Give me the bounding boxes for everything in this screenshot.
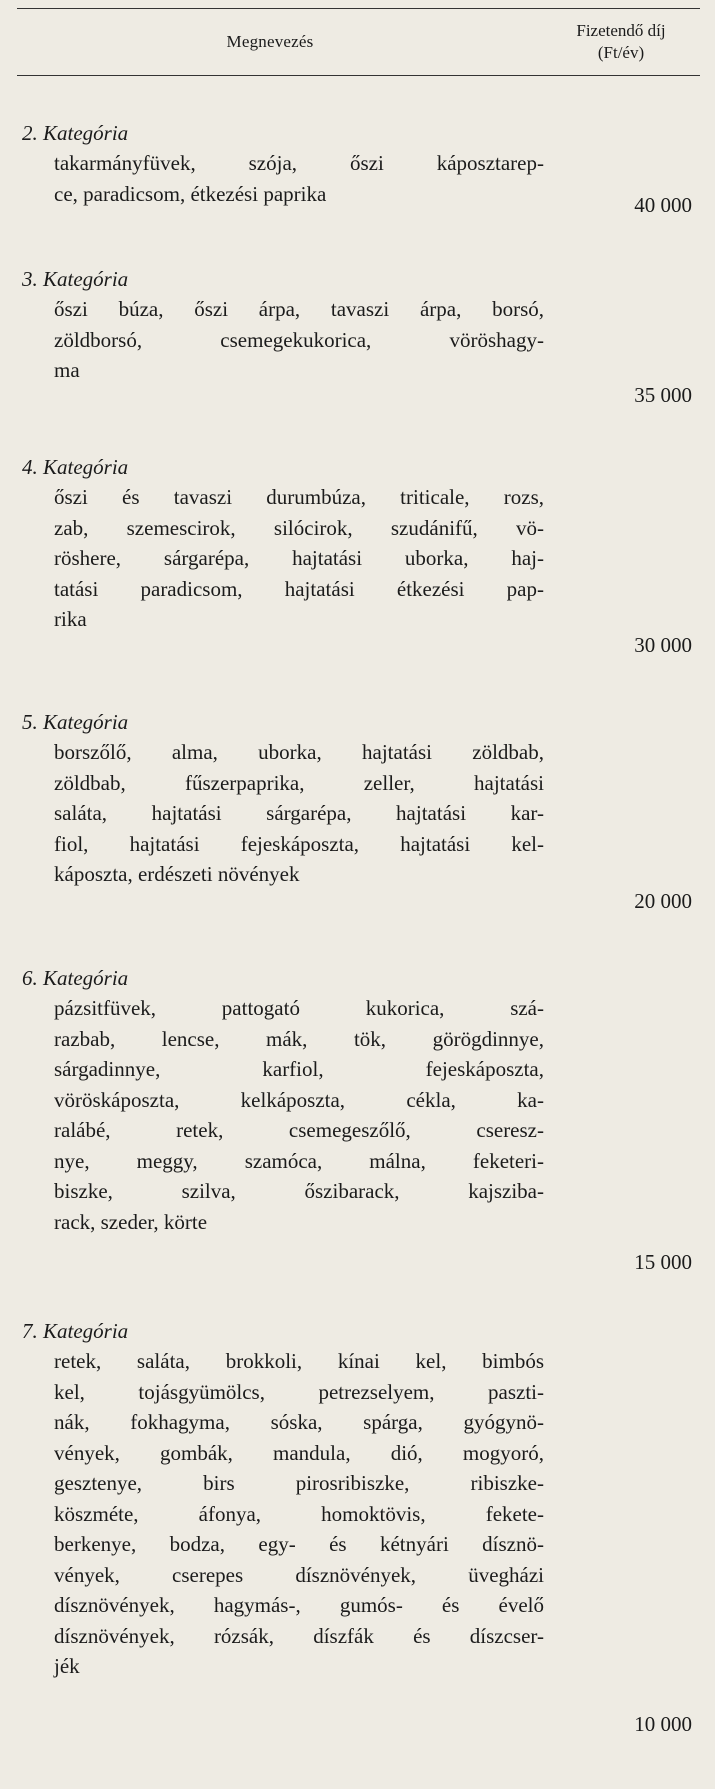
category-text-line: razbab, lencse, mák, tök, görögdinnye, bbox=[54, 1026, 544, 1051]
category-text-line: kel, tojásgyümölcs, petrezselyem, paszti- bbox=[54, 1379, 544, 1404]
category-text-line: vények, gombák, mandula, dió, mogyoró, bbox=[54, 1440, 544, 1465]
category-title bbox=[22, 707, 542, 737]
column-header-fee bbox=[542, 20, 700, 64]
category-text-line: biszke, szilva, őszibarack, kajsziba- bbox=[54, 1179, 544, 1203]
category-text-line: jék bbox=[54, 1654, 80, 1678]
category-text-line: rika bbox=[54, 607, 87, 631]
category-number: 7. bbox=[22, 1319, 38, 1343]
category-text-line: rack, szeder, körte bbox=[54, 1209, 208, 1234]
category-entry bbox=[22, 1316, 542, 1682]
category-label: Kategória bbox=[43, 966, 129, 990]
category-fee: 40 000 bbox=[634, 193, 692, 217]
category-title bbox=[22, 963, 542, 993]
category-text-line: fiol, hajtatási fejeskáposzta, hajtatási kel- bbox=[54, 831, 544, 856]
category-fee: 10 000 bbox=[634, 1712, 692, 1736]
column-header-name: Megnevezés bbox=[226, 32, 314, 51]
category-text-line: káposzta, erdészeti növények bbox=[54, 862, 300, 886]
category-text-line: röshere, sárgarépa, hajtatási uborka, haj- bbox=[54, 546, 544, 570]
category-text-line: dísznövények, rózsák, díszfák és díszcser- bbox=[54, 1623, 544, 1648]
category-title bbox=[22, 264, 542, 294]
category-title bbox=[22, 118, 542, 148]
column-header-fee-line2: (Ft/év) bbox=[597, 43, 645, 62]
category-text-line: takarmányfüvek, szója, őszi káposztarep- bbox=[54, 151, 544, 175]
category-text-line: nák, fokhagyma, sóska, spárga, gyógynö- bbox=[54, 1410, 544, 1434]
category-entry bbox=[22, 452, 542, 635]
category-number: 4. bbox=[22, 455, 38, 479]
category-number: 3. bbox=[22, 267, 38, 291]
category-fee: 35 000 bbox=[634, 383, 692, 407]
category-number: 5. bbox=[22, 710, 38, 734]
category-fee: 30 000 bbox=[634, 633, 692, 657]
category-text-line: borszőlő, alma, uborka, hajtatási zöldbab, bbox=[54, 740, 544, 764]
category-text-line: dísznövények, hagymás-, gumós- és évelő bbox=[54, 1593, 544, 1617]
category-label: Kategória bbox=[43, 121, 129, 145]
category-text-line: vények, cserepes dísznövények, üvegházi bbox=[54, 1562, 544, 1587]
category-label: Kategória bbox=[43, 710, 129, 734]
category-text-line: ce, paradicsom, étkezési paprika bbox=[54, 181, 327, 206]
category-entry bbox=[22, 264, 542, 386]
category-label: Kategória bbox=[43, 1319, 129, 1343]
category-number: 2. bbox=[22, 121, 38, 145]
category-text-line: ma bbox=[54, 358, 80, 382]
table-header-rule bbox=[17, 75, 700, 76]
category-fee: 15 000 bbox=[634, 1250, 692, 1274]
category-entry bbox=[22, 118, 542, 209]
table-top-rule bbox=[17, 8, 700, 9]
category-text-line: berkenye, bodza, egy- és kétnyári dísznö- bbox=[54, 1532, 544, 1556]
category-fee: 20 000 bbox=[634, 889, 692, 913]
category-text-line: vöröskáposzta, kelkáposzta, cékla, ka- bbox=[54, 1087, 544, 1112]
column-header-fee-line1: Fizetendő díj bbox=[576, 21, 666, 40]
category-text-line: zöldborsó, csemegekukorica, vöröshagy- bbox=[54, 327, 544, 352]
category-label: Kategória bbox=[43, 267, 129, 291]
category-text-line: gesztenye, birs pirosribiszke, ribiszke- bbox=[54, 1471, 544, 1495]
category-label: Kategória bbox=[43, 455, 129, 479]
category-text-line: őszi és tavaszi durumbúza, triticale, rozs, bbox=[54, 485, 544, 509]
category-text-line: ralábé, retek, csemegeszőlő, cseresz- bbox=[54, 1118, 544, 1142]
category-text-line: saláta, hajtatási sárgarépa, hajtatási kar- bbox=[54, 801, 544, 825]
category-title bbox=[22, 1316, 542, 1346]
category-entry bbox=[22, 707, 542, 890]
category-text-line: retek, saláta, brokkoli, kínai kel, bimbós bbox=[54, 1349, 544, 1373]
category-entry bbox=[22, 963, 542, 1237]
category-text-line: őszi búza, őszi árpa, tavaszi árpa, borsó, bbox=[54, 297, 544, 321]
category-text-line: zab, szemescirok, silócirok, szudánifű, vö- bbox=[54, 515, 544, 540]
category-number: 6. bbox=[22, 966, 38, 990]
category-text-line: pázsitfüvek, pattogató kukorica, szá- bbox=[54, 996, 544, 1020]
category-text-line: sárgadinnye, karfiol, fejeskáposzta, bbox=[54, 1057, 544, 1081]
category-text-line: tatási paradicsom, hajtatási étkezési pap- bbox=[54, 576, 544, 601]
category-text-line: köszméte, áfonya, homoktövis, fekete- bbox=[54, 1501, 544, 1526]
category-title bbox=[22, 452, 542, 482]
category-text-line: zöldbab, fűszerpaprika, zeller, hajtatási bbox=[54, 770, 544, 795]
category-text-line: nye, meggy, szamóca, málna, feketeri- bbox=[54, 1148, 544, 1173]
